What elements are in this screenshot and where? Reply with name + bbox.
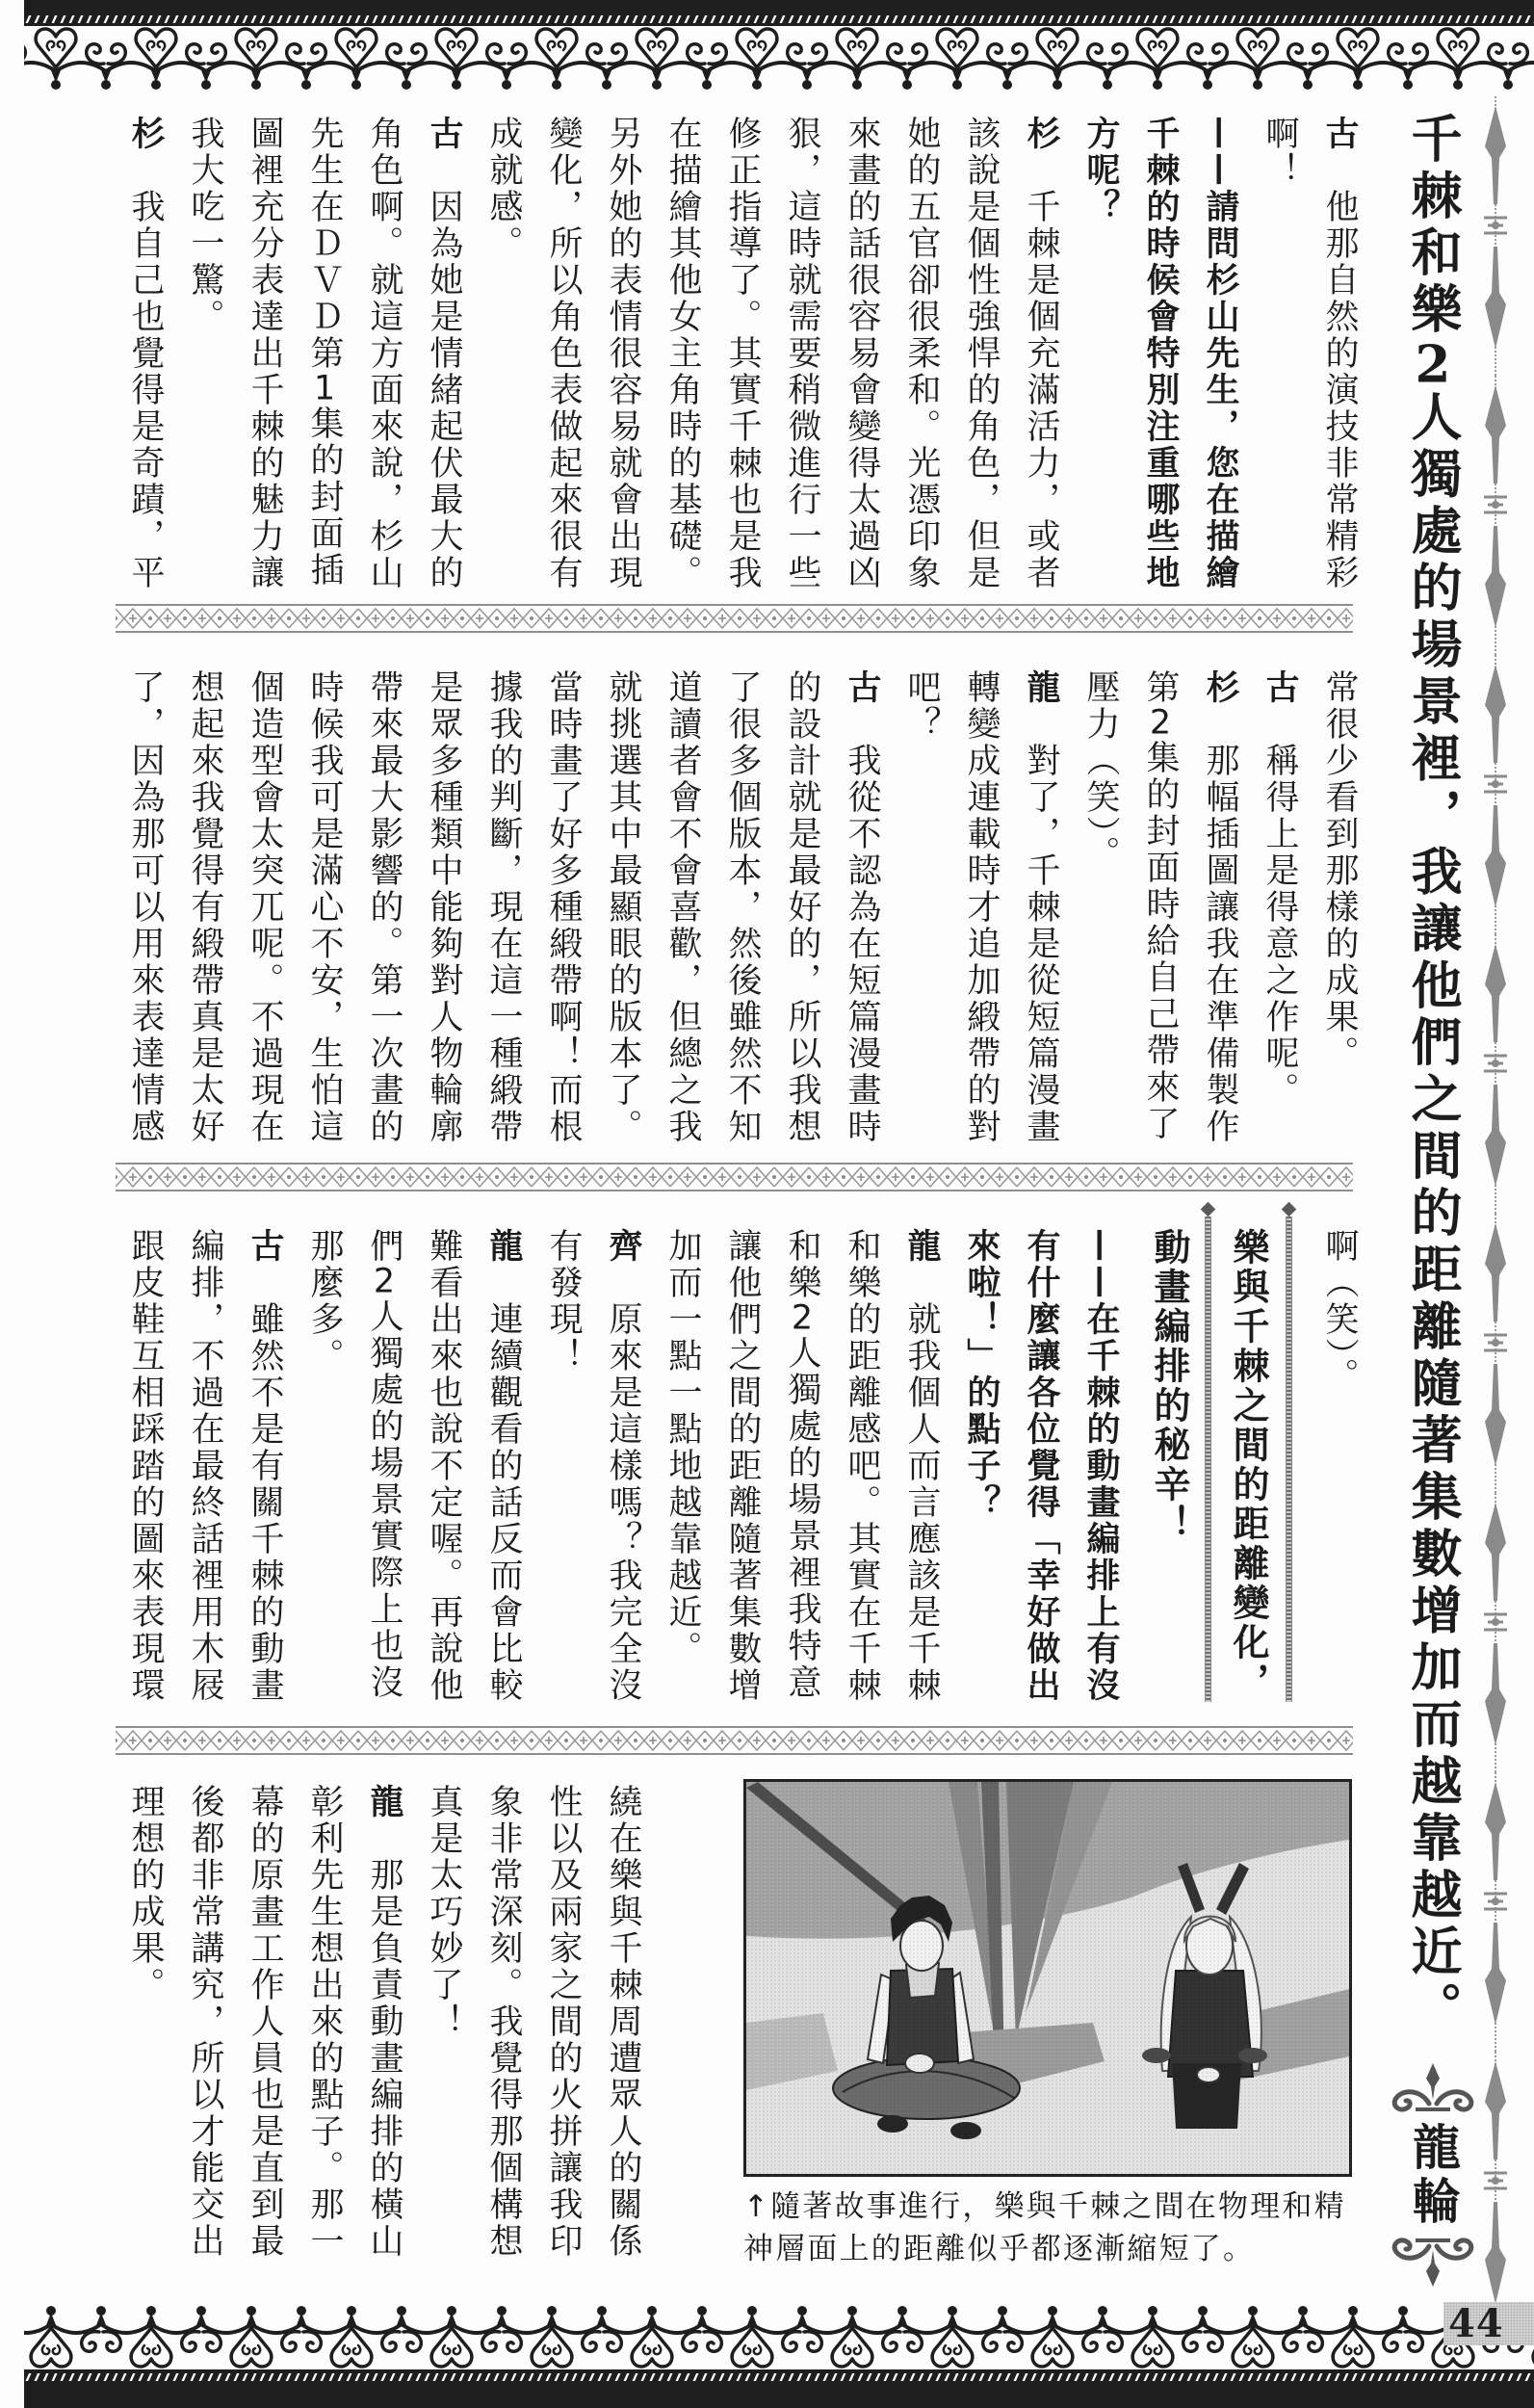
- text-column: 角色啊。就這方面來說，杉山: [365, 116, 403, 591]
- text-column: 她的五官卻很柔和。光憑印象: [902, 116, 941, 591]
- text-column: 跟皮鞋互相踩踏的圖來表現環: [126, 1228, 165, 1704]
- caption-line: ↑隨著故事進行，樂與千棘之間在物理和精: [743, 2189, 1346, 2224]
- text-column: 圖裡充分表達出千棘的魅力讓: [246, 116, 284, 591]
- text-column: 加而一點一點地越靠越近。: [663, 1228, 702, 1667]
- text-column: 編排，不過在最終話裡用木屐: [186, 1228, 224, 1704]
- byline-author: 龍輪: [1405, 2122, 1462, 2230]
- column-text: 那是負責動畫編排的橫山: [365, 1857, 403, 2260]
- bottom-ornamental-border: [24, 2302, 1534, 2408]
- text-column: 常很少看到那樣的成果。: [1320, 669, 1359, 1072]
- text-column: 了，因為那可以用來表達情感: [126, 669, 165, 1145]
- text-column: 第2集的封面時給自己帶來了: [1141, 669, 1180, 1142]
- speaker-label: 龍: [365, 1784, 404, 1820]
- question-column: 千棘的時候會特別注重哪些地: [1141, 116, 1180, 591]
- text-column: 有發現！: [544, 1228, 583, 1374]
- text-column: 另外她的表情很容易就會出現: [604, 116, 642, 591]
- column-text: 原來是這樣嗎？我完全沒: [604, 1301, 642, 1704]
- section-divider: [116, 1725, 1353, 1756]
- text-column: 先生在ＤＶＤ第1集的封面插: [305, 116, 344, 589]
- caption-line: 神層面上的距離似乎都逐漸縮短了。: [743, 2232, 1256, 2266]
- text-column: 就挑選其中最顯眼的版本了。: [604, 669, 642, 1145]
- text-column: 成就感。: [484, 116, 523, 262]
- section-subheading: [1131, 1228, 1310, 1704]
- text-column: 和樂2人獨處的場景裡我特意: [783, 1228, 821, 1701]
- column-text: 因為她是情緒起伏最大的: [425, 189, 463, 591]
- text-column: 狠，這時就需要稍微進行一些: [783, 116, 821, 591]
- text-column: [474, 1228, 533, 1704]
- text-column: 讓他們之間的距離隨著集數增: [723, 1228, 762, 1704]
- text-column: 和樂的距離感吧。其實在千棘: [843, 1228, 881, 1704]
- text-column: 當時畫了好多種緞帶啊！而根: [544, 669, 583, 1145]
- page-number-badge: [1443, 2302, 1534, 2345]
- subheading-rule-right: [1286, 1217, 1292, 1702]
- vertical-ornament-rule: [1476, 96, 1515, 2302]
- subheading-line-1: 樂與千棘之間的距離變化，: [1227, 1228, 1269, 1702]
- text-column: [1011, 669, 1071, 1145]
- column-text: 稱得上是得意之作呢。: [1261, 743, 1299, 1109]
- question-column: 來啦！」的點子？: [962, 1228, 1001, 1521]
- text-column: [593, 1228, 653, 1704]
- text-column: 修正指導了。其實千棘也是我: [723, 116, 762, 591]
- headline-title: 千棘和樂2人獨處的場景裡，我讓他們之間的距離隨著集數增加而越靠越近。: [1403, 112, 1463, 2038]
- page-number: 44: [1448, 2301, 1504, 2346]
- text-column: 難看出來也說不定喔。再說他: [425, 1228, 463, 1704]
- text-column: 啊（笑）。: [1320, 1228, 1359, 1395]
- speaker-label: 古: [1320, 116, 1360, 152]
- text-column: [235, 1228, 295, 1704]
- text-column: [1310, 116, 1369, 591]
- text-column: 轉變成連載時才追加緞帶的對: [962, 669, 1001, 1145]
- subheading-rule-left: [1205, 1217, 1211, 1702]
- question-column: 方呢？: [1081, 116, 1120, 225]
- question-column: ——請問杉山先生，您在描繪: [1201, 116, 1239, 591]
- text-column: 該說是個性強悍的角色，但是: [962, 116, 1001, 591]
- text-column: 個造型會太突兀呢。不過現在: [246, 669, 284, 1145]
- text-column: 理想的成果。: [126, 1784, 165, 2003]
- figure-caption: [743, 2186, 1379, 2270]
- scene-illustration: [743, 1779, 1352, 2177]
- text-column: [892, 1228, 951, 1704]
- column-text: 就我個人而言應該是千棘: [902, 1301, 941, 1704]
- text-column: [354, 1784, 414, 2260]
- interview-tier-3: [116, 1228, 1369, 1704]
- speaker-label: 龍: [1022, 669, 1061, 706]
- text-column: 後都非常講究，所以才能交出: [186, 1784, 224, 2260]
- speaker-label: 龍: [484, 1228, 524, 1265]
- text-column: 幕的原畫工作人員也是直到最: [246, 1784, 284, 2260]
- text-column: [1011, 116, 1071, 591]
- speaker-label: 杉: [1201, 669, 1240, 706]
- speaker-label: 齊: [604, 1228, 643, 1265]
- column-text: 我從不認為在短篇漫畫時: [843, 743, 881, 1145]
- text-column: 啊！: [1261, 116, 1299, 189]
- speaker-label: 龍: [902, 1228, 942, 1265]
- text-column: 壓力（笑）。: [1081, 669, 1120, 873]
- top-ornamental-border: [24, 0, 1534, 92]
- column-text: 連續觀看的話反而會比較: [484, 1301, 523, 1704]
- interview-tier-2: [116, 669, 1369, 1145]
- speaker-label: 杉: [1022, 116, 1061, 152]
- column-text: 我自己也覺得是奇蹟，平: [126, 189, 165, 591]
- text-column: 們2人獨處的場景實際上也沒: [365, 1228, 403, 1701]
- text-column: [414, 116, 474, 591]
- column-text: 那幅插圖讓我在準備製作: [1201, 743, 1239, 1145]
- text-column: 真是太巧妙了！: [425, 1784, 463, 2040]
- text-column: 來畫的話很容易會變得太過凶: [843, 116, 881, 591]
- question-column: ——在千棘的動畫編排上有沒: [1081, 1228, 1120, 1704]
- text-column: 想起來我覺得有緞帶真是太好: [186, 669, 224, 1145]
- text-column: 時候我可是滿心不安，生怕這: [305, 669, 344, 1145]
- column-text: 千棘是個充滿活力，或者: [1022, 189, 1060, 591]
- text-column: 在描繪其他女主角時的基礎。: [663, 116, 702, 591]
- text-column: [1190, 669, 1250, 1145]
- fleuron-bottom-icon: [1387, 2235, 1479, 2289]
- subheading-line-2: 動畫編排的秘辛！: [1148, 1228, 1190, 1544]
- text-column: 繞在樂與千棘周遭眾人的關係: [604, 1784, 642, 2260]
- column-text: 對了，千棘是從短篇漫畫: [1022, 743, 1060, 1145]
- text-column: [832, 669, 892, 1145]
- text-column: 的設計就是最好的，所以我想: [783, 669, 821, 1145]
- column-text: 雖然不是有關千棘的動畫: [246, 1301, 284, 1704]
- text-column: 象非常深刻。我覺得那個構想: [484, 1784, 523, 2260]
- text-column: 性以及兩家之間的火拼讓我印: [544, 1784, 583, 2260]
- fleuron-top-icon: [1387, 2061, 1479, 2115]
- text-column: 我大吃一驚。: [186, 116, 224, 335]
- interview-tier-1: [116, 116, 1369, 591]
- text-column: 變化，所以角色表做起來很有: [544, 116, 583, 591]
- text-column: 彰利先生想出來的點子。那一: [305, 1784, 344, 2260]
- text-column: 據我的判斷，現在這一種緞帶: [484, 669, 523, 1145]
- interview-tier-4: [116, 1784, 653, 2260]
- manga-panel-image: [746, 1782, 1349, 2174]
- text-column: [116, 116, 175, 591]
- text-column: 帶來最大影響的。第一次畫的: [365, 669, 403, 1145]
- speaker-label: 古: [843, 669, 882, 706]
- text-column: 道讀者會不會喜歡，但總之我: [663, 669, 702, 1145]
- speaker-label: 古: [425, 116, 464, 152]
- text-column: 那麼多。: [305, 1228, 344, 1374]
- text-column: [1250, 669, 1310, 1145]
- question-column: 有什麼讓各位覺得「幸好做出: [1022, 1228, 1060, 1704]
- section-divider: [116, 603, 1353, 634]
- column-text: 他那自然的演技非常精彩: [1320, 189, 1359, 591]
- text-column: 是眾多種類中能夠對人物輪廓: [425, 669, 463, 1145]
- speaker-label: 古: [1261, 669, 1300, 706]
- text-column: 吧？: [902, 669, 941, 743]
- text-column: 了很多個版本，然後雖然不知: [723, 669, 762, 1145]
- section-divider: [116, 1162, 1353, 1192]
- speaker-label: 杉: [126, 116, 166, 152]
- speaker-label: 古: [246, 1228, 285, 1265]
